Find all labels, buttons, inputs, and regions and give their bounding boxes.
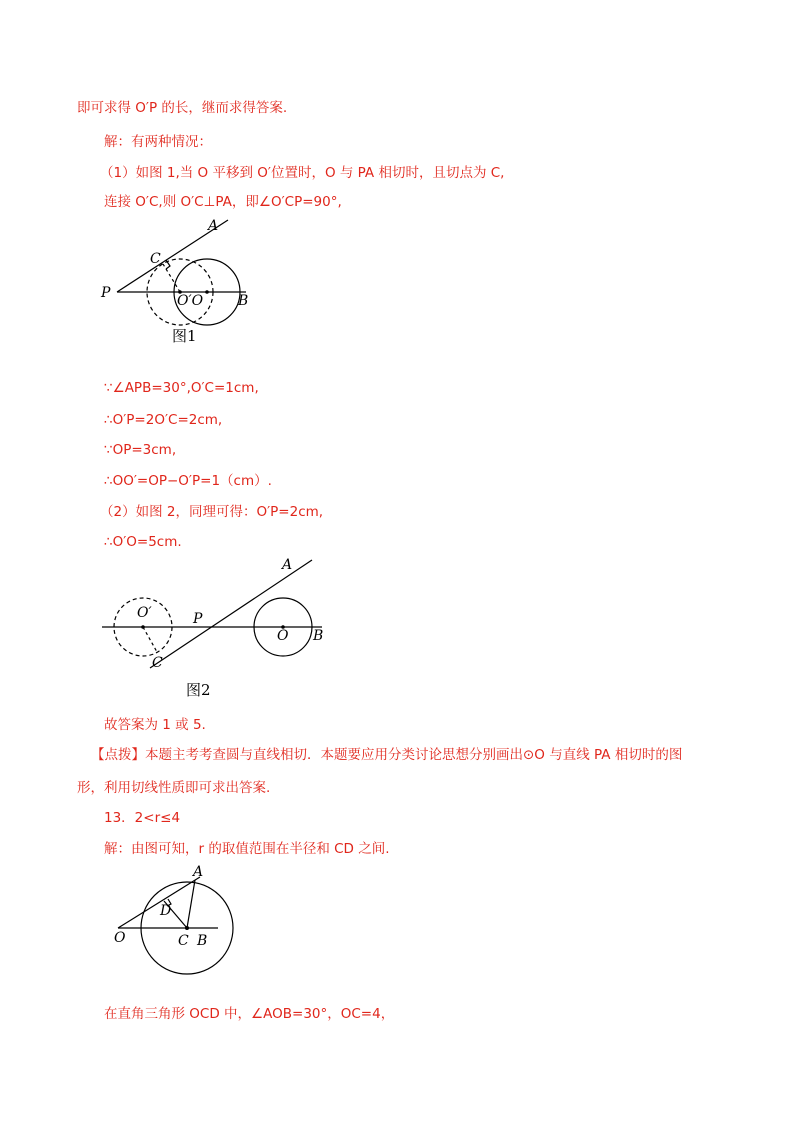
- fig3-label-a: A: [193, 864, 204, 880]
- fig2-label-o-prime: O′: [137, 605, 152, 621]
- fig3-label-o: O: [114, 930, 126, 946]
- fig2-label-a: A: [282, 557, 293, 573]
- fig1-label-p: P: [101, 285, 111, 301]
- text-line-13: 形，利用切线性质即可求出答案.: [77, 780, 271, 796]
- text-line-1: 即可求得 O′P 的长，继而求得答案.: [77, 100, 288, 116]
- figure-1-caption: 图1: [172, 327, 197, 345]
- text-line-9: （2）如图 2，同理可得：O′P=2cm,: [100, 504, 324, 520]
- fig2-label-c: C: [152, 655, 163, 671]
- text-line-12: 【点拨】本题主考考查圆与直线相切．本题要应用分类讨论思想分别画出⊙O 与直线 PA 相切时的图: [91, 747, 683, 763]
- text-line-15: 解：由图可知，r 的取值范围在半径和 CD 之间.: [104, 841, 390, 857]
- text-line-11: 故答案为 1 或 5.: [104, 717, 206, 733]
- text-line-5: ∵∠APB=30°,O′C=1cm,: [104, 380, 259, 396]
- text-line-6: ∴O′P=2O′C=2cm,: [104, 412, 223, 428]
- fig2-label-p: P: [193, 611, 203, 627]
- fig1-label-o-prime-o: O′O: [177, 293, 204, 309]
- fig1-label-c: C: [150, 251, 161, 267]
- text-line-10: ∴O′O=5cm.: [104, 534, 182, 550]
- text-line-2: 解：有两种情况：: [104, 134, 212, 150]
- fig3-segment-ca: [187, 880, 195, 928]
- text-line-14: 13．2<r≤4: [104, 810, 181, 826]
- fig1-label-a: A: [208, 218, 219, 234]
- fig2-label-o: O: [277, 628, 289, 644]
- text-line-16: 在直角三角形 OCD 中，∠AOB=30°，OC=4，: [104, 1006, 395, 1022]
- text-line-3: （1）如图 1,当 O 平移到 O′位置时，O 与 PA 相切时，且切点为 C,: [100, 165, 505, 181]
- fig3-label-d: D: [160, 903, 172, 919]
- text-line-7: ∵OP=3cm,: [104, 442, 177, 458]
- fig1-label-b: B: [238, 293, 249, 309]
- figure-2-caption: 图2: [186, 681, 211, 699]
- text-line-8: ∴OO′=OP−O′P=1（cm）.: [104, 473, 272, 489]
- fig3-label-c: C: [178, 933, 189, 949]
- fig3-label-b: B: [197, 933, 208, 949]
- fig2-label-b: B: [313, 628, 324, 644]
- text-line-4: 连接 O′C,则 O′C⊥PA，即∠O′CP=90°,: [104, 194, 342, 210]
